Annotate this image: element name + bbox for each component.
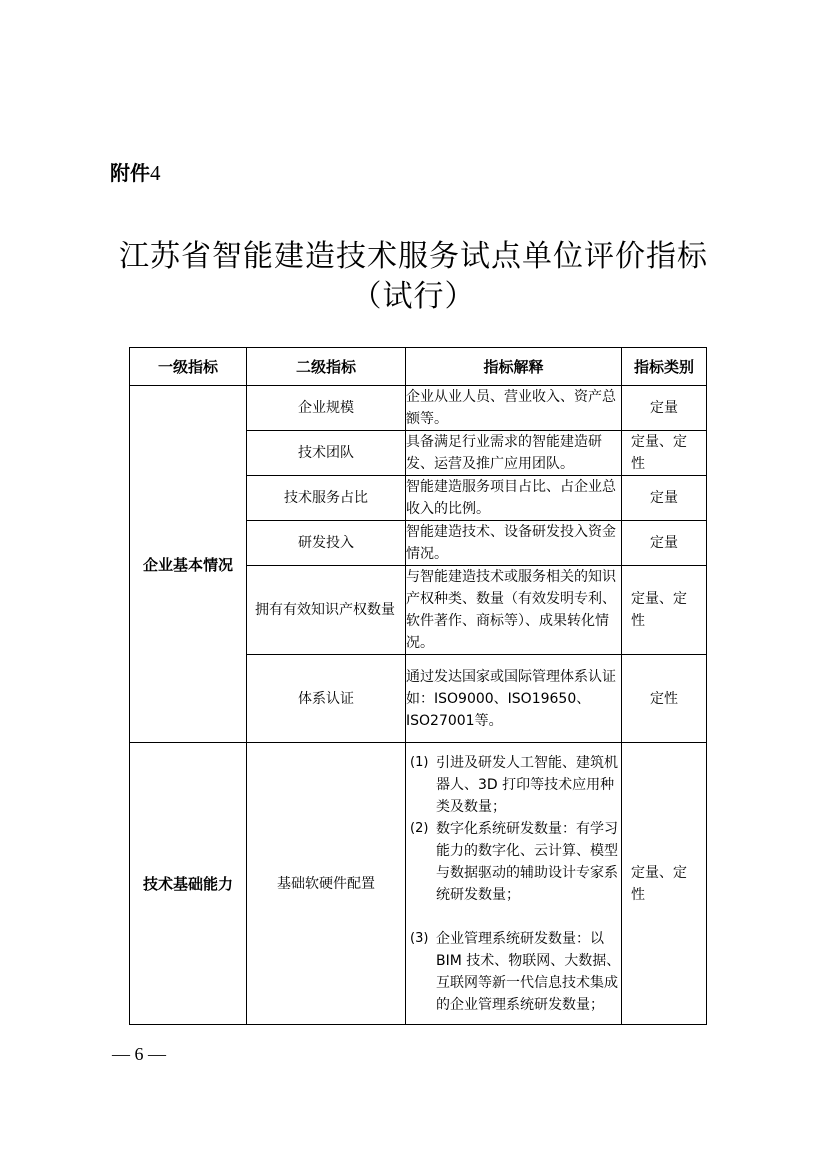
indicator-type: 定量 [622, 386, 707, 431]
indicator-desc-cell [406, 743, 622, 1025]
header-level1: 一级指标 [130, 348, 247, 386]
list-item [406, 752, 621, 818]
indicator-name: 技术服务占比 [247, 476, 406, 521]
indicator-type-cell [622, 566, 707, 655]
header-type: 指标类别 [622, 348, 707, 386]
indicator-name: 企业规模 [247, 386, 406, 431]
indicator-name: 体系认证 [247, 655, 406, 743]
list-item [406, 818, 621, 906]
attachment-number: 4 [150, 161, 161, 185]
indicator-type-cell [622, 431, 707, 476]
indicator-desc: 智能建造服务项目占比、占企业总收入的比例。 [406, 476, 622, 521]
indicator-name: 研发投入 [247, 521, 406, 566]
indicator-type: 定量 [622, 521, 707, 566]
indicator-type: 定量、定性 [631, 434, 687, 472]
indicator-desc: 通过发达国家或国际管理体系认证如：ISO9000、ISO19650、ISO27001等。 [406, 655, 622, 743]
indicator-type: 定量、定性 [631, 864, 687, 903]
indicator-type: 定量 [622, 476, 707, 521]
list-item-text: 引进及研发人工智能、建筑机器人、3D 打印等技术应用种类及数量； [436, 754, 618, 815]
indicator-item-list [406, 752, 621, 1016]
indicator-desc: 与智能建造技术或服务相关的知识产权种类、数量（有效发明专利、软件著作、商标等）、成果转化情况。 [406, 566, 622, 655]
indicator-name: 基础软硬件配置 [247, 743, 406, 1025]
table-row [130, 743, 707, 1025]
list-item-text: 数字化系统研发数量：有学习能力的数字化、云计算、模型与数据驱动的辅助设计专家系统研发数量； [436, 820, 618, 903]
page-number: — 6 — [112, 1044, 166, 1064]
indicator-desc: 智能建造技术、设备研发投入资金情况。 [406, 521, 622, 566]
category-cell: 企业基本情况 [130, 386, 247, 743]
list-item-marker: (2) [410, 820, 429, 836]
attachment-label [110, 157, 161, 186]
list-item [406, 928, 621, 1016]
category-cell: 技术基础能力 [130, 743, 247, 1025]
indicator-name: 技术团队 [247, 431, 406, 476]
table-header-row [130, 348, 707, 386]
table-row [130, 386, 707, 431]
indicator-type: 定性 [622, 655, 707, 743]
indicator-table [129, 347, 707, 1025]
list-item-text: 企业管理系统研发数量：以 BIM 技术、物联网、大数据、互联网等新一代信息技术集成的企业管理系统研发数量； [436, 930, 621, 1013]
indicator-desc: 企业从业人员、营业收入、资产总额等。 [406, 386, 622, 431]
list-item-marker: (3) [410, 930, 429, 946]
indicator-type-cell [622, 743, 707, 1025]
list-item-marker: (1) [410, 754, 429, 770]
document-subtitle: （试行） [351, 279, 476, 314]
header-explanation: 指标解释 [406, 348, 622, 386]
attachment-text: 附件 [110, 161, 150, 185]
header-level2: 二级指标 [247, 348, 406, 386]
indicator-desc: 具备满足行业需求的智能建造研发、运营及推广应用团队。 [406, 431, 622, 476]
indicator-type: 定量、定性 [631, 591, 687, 629]
document-title: 江苏省智能建造技术服务试点单位评价指标 [119, 239, 708, 274]
indicator-name: 拥有有效知识产权数量 [247, 566, 406, 655]
